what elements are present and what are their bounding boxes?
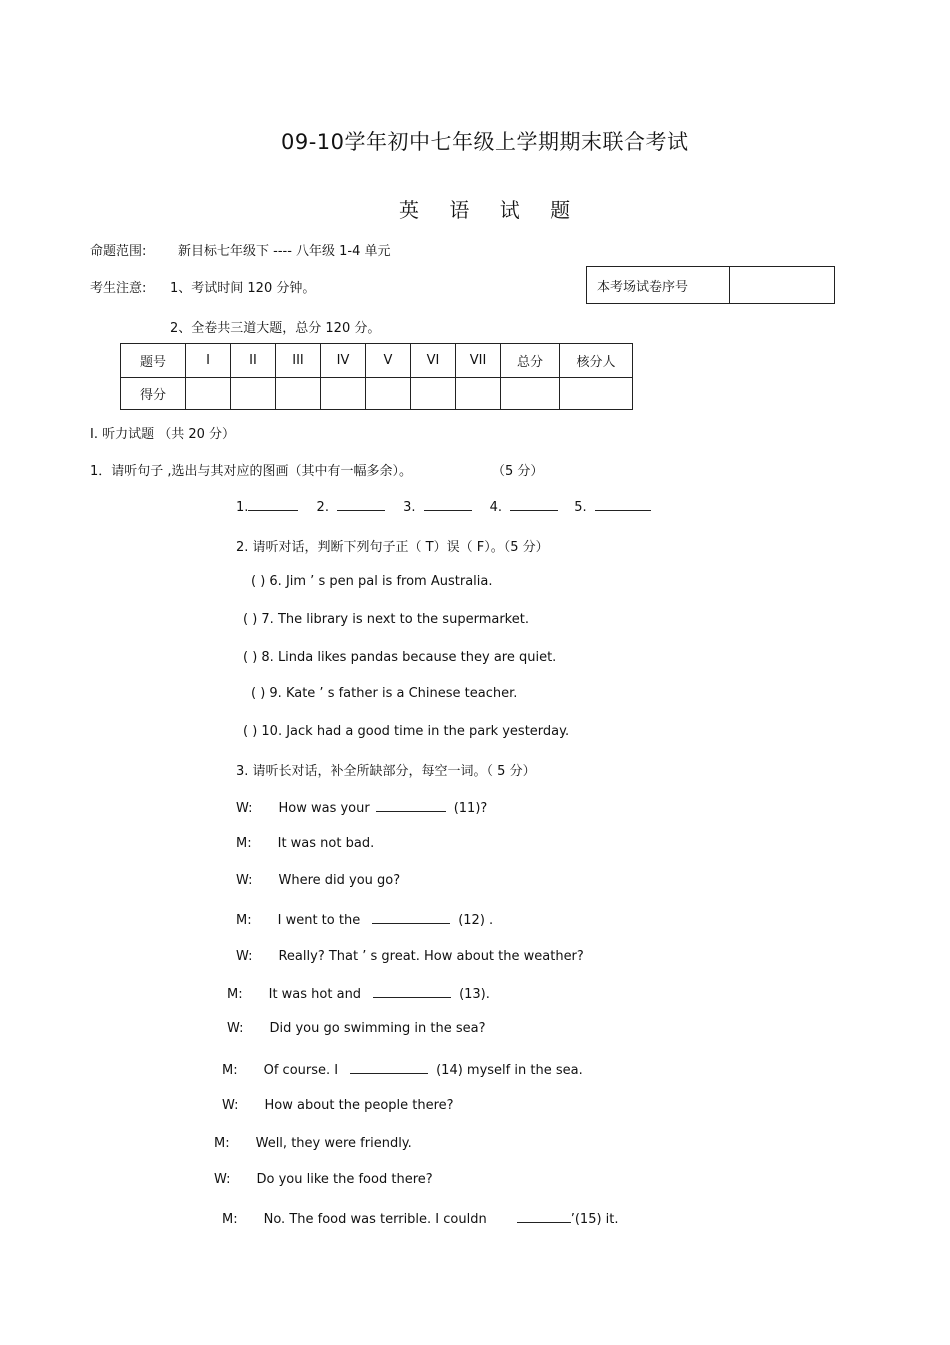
exam-title: 09-10学年初中七年级上学期期末联合考试 (281, 130, 689, 154)
answer-blank-row (236, 498, 651, 515)
scope-label: 命题范围: (90, 244, 147, 259)
answer-label: 4. (489, 500, 503, 515)
dialogue-number: (14) myself in the sea. (436, 1063, 583, 1078)
dialogue-speaker: M: (236, 836, 252, 851)
seat-number-label: 本考场试卷序号 (597, 280, 689, 295)
dialogue-text: How about the people there? (264, 1098, 454, 1113)
answer-label: 3. (403, 500, 416, 515)
notice-item-2: 2、全卷共三道大题，总分 120 分。 (170, 321, 381, 336)
dialogue-speaker: W: (227, 1021, 244, 1036)
answer-blank[interactable] (248, 498, 298, 511)
tf-item: ( ) 7. The library is next to the supermarket. (243, 612, 529, 627)
score-table-header: 题号 (121, 344, 186, 378)
dialogue-text: It was hot and (268, 987, 362, 1002)
dialogue-speaker: M: (236, 913, 252, 928)
dialogue-speaker: M: (227, 987, 243, 1002)
score-table-header: VI (411, 344, 456, 378)
score-table (120, 343, 633, 410)
seat-number-input[interactable] (730, 267, 834, 303)
dialogue-speaker: M: (222, 1212, 238, 1227)
answer-label: 1. (236, 500, 249, 515)
dialogue-text: It was not bad. (277, 836, 375, 851)
dialogue-line (227, 985, 490, 1002)
tf-item: ( ) 10. Jack had a good time in the park yesterday. (243, 724, 570, 739)
dialogue-speaker: W: (236, 949, 253, 964)
score-table-header-row (121, 344, 633, 378)
dialogue-speaker: M: (222, 1063, 238, 1078)
score-cell[interactable] (366, 378, 411, 410)
notice-label: 考生注意: (90, 281, 147, 296)
score-table-header: 总分 (501, 344, 560, 378)
answer-blank[interactable] (510, 498, 558, 511)
dialogue-line (236, 836, 374, 851)
score-table-header: IV (321, 344, 366, 378)
part-2-instruction: 2. 请听对话，判断下列句子正（ T）误（ F）。（5 分） (236, 540, 549, 555)
score-cell[interactable] (231, 378, 276, 410)
dialogue-blank[interactable] (517, 1210, 571, 1223)
dialogue-number: (12) . (458, 913, 494, 928)
part-1-instruction: 1．请听句子 ,选出与其对应的图画（其中有一幅多余）。 (90, 464, 413, 479)
dialogue-speaker: W: (236, 801, 253, 816)
dialogue-number: ’(15) it. (570, 1212, 619, 1227)
dialogue-speaker: W: (214, 1172, 231, 1187)
dialogue-speaker: M: (214, 1136, 230, 1151)
dialogue-speaker: W: (236, 873, 253, 888)
dialogue-text: Do you like the food there? (256, 1172, 433, 1187)
dialogue-line (236, 911, 493, 928)
dialogue-line (236, 873, 400, 888)
score-cell[interactable] (186, 378, 231, 410)
dialogue-number: (11)? (453, 801, 488, 816)
answer-blank[interactable] (424, 498, 472, 511)
answer-blank[interactable] (337, 498, 385, 511)
dialogue-number: (13). (459, 987, 490, 1002)
score-table-header: II (231, 344, 276, 378)
score-row-label: 得分 (121, 378, 186, 410)
dialogue-line (222, 1210, 619, 1227)
score-cell[interactable] (456, 378, 501, 410)
dialogue-text: How was your (278, 801, 370, 816)
dialogue-blank[interactable] (376, 799, 446, 812)
dialogue-line (214, 1172, 433, 1187)
tf-item: ( ) 8. Linda likes pandas because they are quiet. (243, 650, 557, 665)
score-cell[interactable] (560, 378, 633, 410)
seat-number-box (586, 266, 835, 304)
dialogue-text: Did you go swimming in the sea? (269, 1021, 486, 1036)
dialogue-line (222, 1061, 583, 1078)
part-1-score: （5 分） (492, 464, 544, 479)
score-cell[interactable] (321, 378, 366, 410)
answer-label: 2. (316, 500, 329, 515)
dialogue-text: I went to the (277, 913, 361, 928)
dialogue-line (227, 1021, 486, 1036)
dialogue-text: Where did you go? (278, 873, 401, 888)
answer-blank[interactable] (595, 498, 651, 511)
dialogue-line (236, 949, 584, 964)
score-table-header: III (276, 344, 321, 378)
dialogue-text: Of course. I (263, 1063, 339, 1078)
dialogue-text: Well, they were friendly. (255, 1136, 412, 1151)
dialogue-text: Really? That ’ s great. How about the weather? (278, 949, 584, 964)
score-table-header: VII (456, 344, 501, 378)
tf-item: ( ) 9. Kate ’ s father is a Chinese teacher. (251, 686, 518, 701)
tf-item: ( ) 6. Jim ’ s pen pal is from Australia. (251, 574, 493, 589)
part-3-instruction: 3. 请听长对话，补全所缺部分，每空一词。（ 5 分） (236, 764, 536, 779)
dialogue-blank[interactable] (372, 911, 450, 924)
score-cell[interactable] (276, 378, 321, 410)
score-table-header: 核分人 (560, 344, 633, 378)
score-table-header: V (366, 344, 411, 378)
scope-value: 新目标七年级下 ---- 八年级 1-4 单元 (178, 244, 391, 259)
dialogue-speaker: W: (222, 1098, 239, 1113)
notice-item-1: 1、考试时间 120 分钟。 (170, 281, 316, 296)
dialogue-line (214, 1136, 412, 1151)
answer-label: 5. (574, 500, 587, 515)
dialogue-line (236, 799, 487, 816)
score-table-header: I (186, 344, 231, 378)
score-cell[interactable] (411, 378, 456, 410)
dialogue-text: No. The food was terrible. I couldn (263, 1212, 487, 1227)
score-table-score-row (121, 378, 633, 410)
dialogue-blank[interactable] (373, 985, 451, 998)
exam-subtitle: 英 语 试 题 (399, 198, 583, 222)
dialogue-line (222, 1098, 454, 1113)
section-1-heading: I. 听力试题 （共 20 分） (90, 427, 236, 442)
score-cell[interactable] (501, 378, 560, 410)
dialogue-blank[interactable] (350, 1061, 428, 1074)
